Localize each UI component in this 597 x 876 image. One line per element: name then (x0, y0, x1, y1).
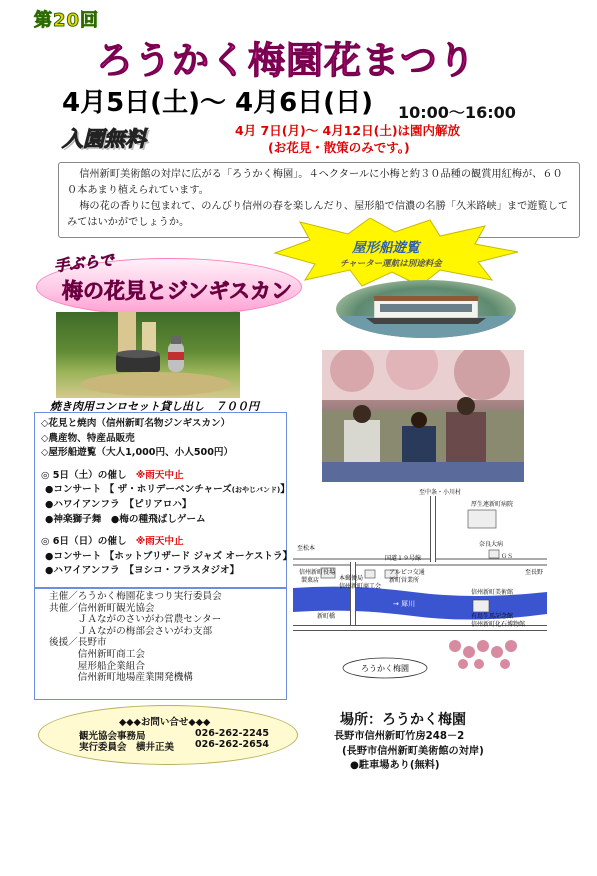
picnic-photo (322, 350, 524, 482)
event-date: 4月5日(土)～ 4月6日(日) (62, 88, 373, 118)
venue-place: 場所：ろうかく梅園 (340, 712, 466, 728)
map-label: 奈良大病 (479, 541, 504, 548)
map-label: 国道１９号線 (385, 555, 422, 562)
map-label: 有島生馬記念館 (471, 613, 514, 620)
map-label: 至長野 (525, 569, 544, 576)
contact-heading: ◆◆◆お問い合せ◆◆◆ (119, 717, 211, 728)
map-label: 厚生連新町病院 (471, 501, 514, 508)
map-label: 製菓店 (301, 577, 320, 584)
contact-tel1[interactable]: 026-262-2245 (195, 728, 269, 739)
day1-concert: ●コンサート 【 ザ・ホリデーベンチャーズ(おやじバンド)】 (45, 484, 290, 496)
event-item: ◇花見と焼肉（信州新町名物ジンギスカン） (41, 418, 231, 429)
grill-photo (56, 312, 240, 398)
map-label: 新町営業所 (389, 577, 420, 584)
organizer-line: 信州新町地場産業開発機構 (49, 672, 193, 684)
open-period-line1: 4月 7日(月)～ 4月12日(土)は園内解放 (235, 123, 461, 138)
event-item: ◇屋形船遊覧（大人1,000円、小人500円） (41, 447, 234, 459)
day1-hula: ●ハワイアンフラ 【ピリアロハ】 (45, 498, 192, 510)
day1-header (41, 469, 280, 484)
day1-kagura: ●神楽獅子舞 ●梅の種飛ばしゲーム (45, 513, 206, 525)
map-label: 新町橋 (317, 613, 336, 620)
venue-address: 長野市信州新町竹房248－2 (334, 731, 465, 742)
event-item: ◇農産物、特産品販売 (41, 432, 135, 444)
organizer-line: ＪＡながのさいがわ営農センター (49, 614, 222, 626)
day2-title: ◎ 6日（日）の催し (41, 536, 127, 548)
map-label: 至松本 (297, 545, 316, 552)
organizer-line: 屋形船企業組合 (49, 660, 145, 672)
map-label: アルピコ交通 (389, 569, 425, 576)
intro-paragraph-1: 信州新町美術館の対岸に広がる「ろうかく梅園」。４ヘクタールに小梅と約３０品種の観賞用紅梅が、６００本あまり植えられています。 (67, 169, 563, 196)
venue-parking: ●駐車場あり(無料) (350, 760, 440, 771)
day2-hula: ●ハワイアンフラ 【ヨシコ・フラスタジオ】 (45, 565, 240, 577)
map-garden-label: ろうかく梅園 (361, 664, 409, 673)
organizer-line: 共催／信州新町観光協会 (49, 602, 155, 614)
map-label: 信州新町美術館 (471, 589, 514, 596)
boat-photo (336, 280, 516, 338)
map-label: 信州新町役場 (299, 569, 336, 576)
festival-title: ろうかく梅園花まつり (96, 39, 476, 82)
map-label: 信州新町化石博物館 (471, 621, 526, 628)
map-label: 至中条・小川村 (419, 489, 462, 496)
intro-paragraph-2: 梅の花の香りに包まれて、のんびり信州の春を楽しんだり、屋形船で信濃の名勝「久米路峡」まで遊覧してみてはいかがでしょうか。 (67, 201, 569, 228)
map-label: → 犀川 (393, 600, 416, 608)
organizer-line: 後援／長野市 (49, 637, 107, 649)
bbq-banner-sub: 手ぶらで (53, 250, 115, 276)
day2-concert: ●コンサート 【ホットブリザード ジャズ オーケストラ】 (45, 550, 293, 562)
contact-org2: 実行委員会 横井正美 (79, 742, 175, 753)
day2-header (41, 535, 280, 550)
map-label: ＧＳ (501, 553, 514, 560)
contact-tel2[interactable]: 026-262-2654 (195, 739, 269, 750)
contact-box (38, 705, 298, 765)
admission-free: 入園無料 (62, 127, 146, 151)
edition-label: 第20回 (34, 10, 100, 31)
access-map (293, 488, 547, 688)
day1-rain-note: ※雨天中止 (135, 469, 184, 481)
organizers-box (34, 588, 287, 700)
organizer-line: 主催／ろうかく梅園花まつり実行委員会 (49, 591, 222, 602)
grill-caption: 焼き肉用コンロセット貸し出し ７００円 (50, 400, 259, 413)
organizer-line: 信州新町商工会 (49, 648, 145, 660)
open-period-line2: (お花見・散策のみです。) (268, 140, 410, 155)
day1-title: ◎ 5日（土）の催し (41, 469, 127, 481)
map-label: 本郵便局 (339, 575, 364, 582)
day2-rain-note: ※雨天中止 (135, 536, 184, 548)
boat-subtitle: チャーター運航は別途料金 (340, 259, 442, 269)
boat-title: 屋形船遊覧 (352, 240, 420, 256)
venue-address-note: (長野市信州新町美術館の対岸) (342, 746, 484, 757)
event-time: 10:00～16:00 (398, 103, 516, 122)
map-label: 信州新町商工会 (339, 583, 382, 590)
organizer-line: ＪＡながの梅部会さいがわ支部 (49, 625, 213, 637)
events-box (34, 412, 293, 588)
bbq-banner-main: 梅の花見とジンギスカン (62, 279, 293, 303)
contact-org1: 観光協会事務局 (79, 731, 146, 742)
